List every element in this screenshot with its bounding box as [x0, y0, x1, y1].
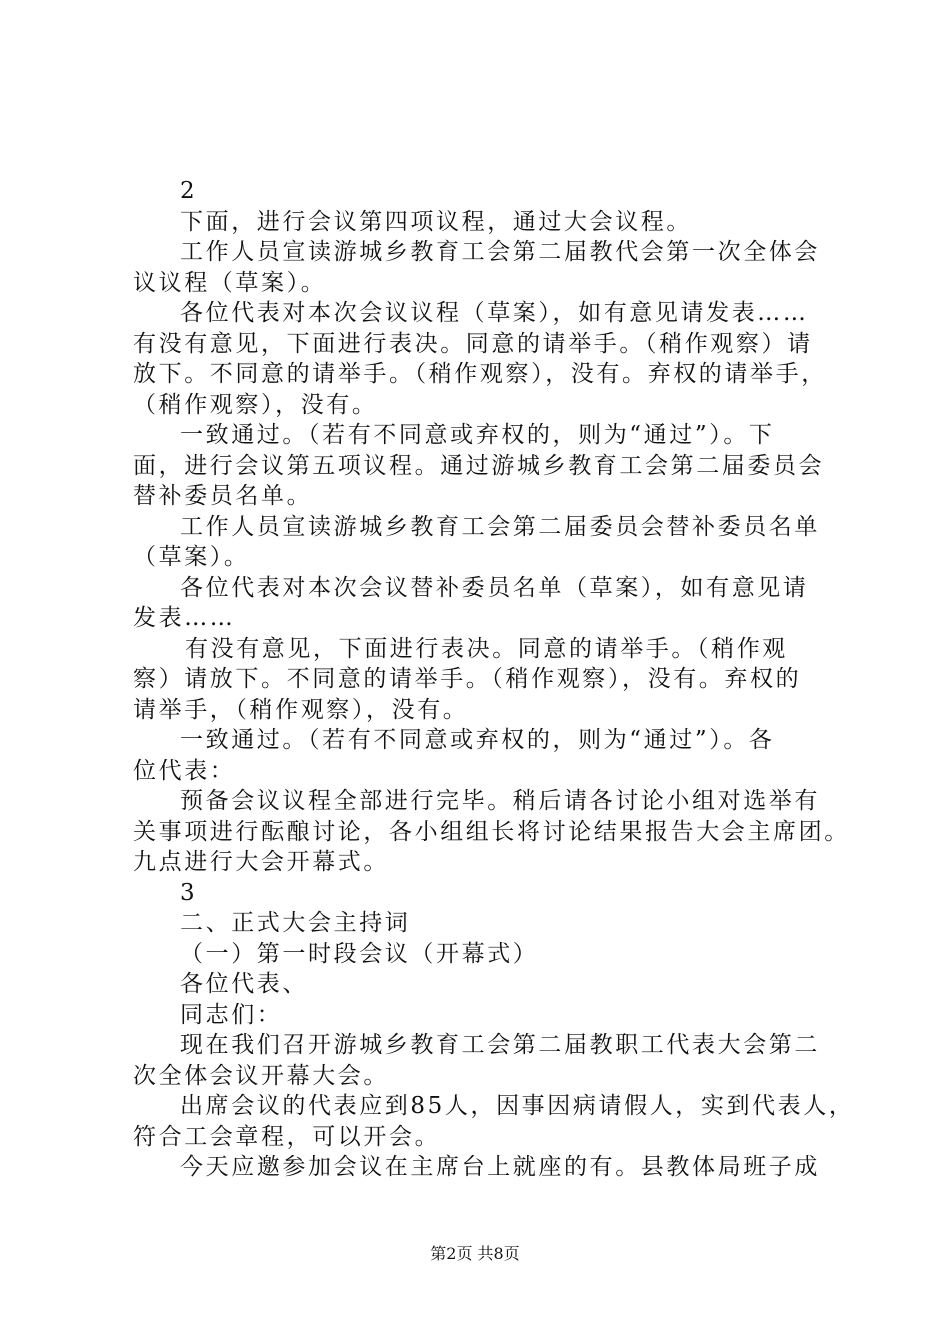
text-line: 替补委员名单。	[133, 483, 313, 509]
text-line: 同志们：	[180, 1001, 283, 1028]
document-body	[133, 176, 855, 1183]
text-line: 2	[180, 178, 198, 204]
text-line: 出席会议的代表应到85人，因事因病请假人，实到代表人，	[180, 1093, 855, 1119]
text-line: 各位代表对本次会议议程（草案），如有意见请发表……	[180, 300, 809, 326]
text-line: 请举手，（稍作观察），没有。	[133, 696, 469, 723]
text-line: 察）请放下。不同意的请举手。（稍作观察），没有。弃权的	[133, 666, 802, 692]
text-line: 有没有意见，下面进行表决。同意的请举手。（稍作观察）请	[133, 330, 813, 357]
text-line: 预备会议议程全部进行完毕。稍后请各讨论小组对选举有	[180, 788, 820, 814]
text-line: 次全体会议开幕大会。	[133, 1062, 389, 1089]
text-line: 今天应邀参加会议在主席台上就座的有。县教体局班子成	[180, 1154, 820, 1180]
text-line: 位代表：	[133, 757, 236, 784]
text-line: 面，进行会议第五项议程。通过游城乡教育工会第二届委员会	[133, 452, 825, 479]
text-line: 3	[180, 879, 198, 906]
text-line: 关事项进行酝酿讨论，各小组组长将讨论结果报告大会主席团。	[133, 818, 850, 845]
page-footer: 第2页 共8页	[430, 1244, 520, 1263]
text-line: （稍作观察），没有。	[133, 391, 378, 418]
text-line: 一致通过。（若有不同意或弃权的，则为“通过”）。各	[180, 727, 775, 753]
text-line: 发表……	[133, 605, 236, 631]
text-line: 议议程（草案）。	[133, 269, 327, 296]
text-line: （草案）。	[133, 544, 250, 570]
subsection-heading: （一）第一时段会议（开幕式）	[180, 940, 539, 967]
text-line: 工作人员宣读游城乡教育工会第二届教代会第一次全体会	[180, 239, 820, 265]
text-line: 现在我们召开游城乡教育工会第二届教职工代表大会第二	[180, 1032, 820, 1058]
text-line: 各位代表对本次会议替补委员名单（草案），如有意见请	[180, 574, 809, 601]
text-line: 各位代表、	[180, 971, 308, 997]
text-line: 九点进行大会开幕式。	[133, 849, 389, 875]
section-heading: 二、正式大会主持词	[180, 910, 411, 936]
text-line: 有没有意见，下面进行表决。同意的请举手。（稍作观	[185, 635, 788, 662]
text-line: 一致通过。（若有不同意或弃权的，则为“通过”）。下	[180, 422, 775, 448]
text-line: 符合工会章程，可以开会。	[133, 1123, 441, 1150]
text-line: 下面，进行会议第四项议程，通过大会议程。	[180, 208, 692, 235]
text-line: 放下。不同意的请举手。（稍作观察），没有。弃权的请举手，	[133, 361, 827, 387]
text-line: 工作人员宣读游城乡教育工会第二届委员会替补委员名单	[180, 513, 820, 540]
